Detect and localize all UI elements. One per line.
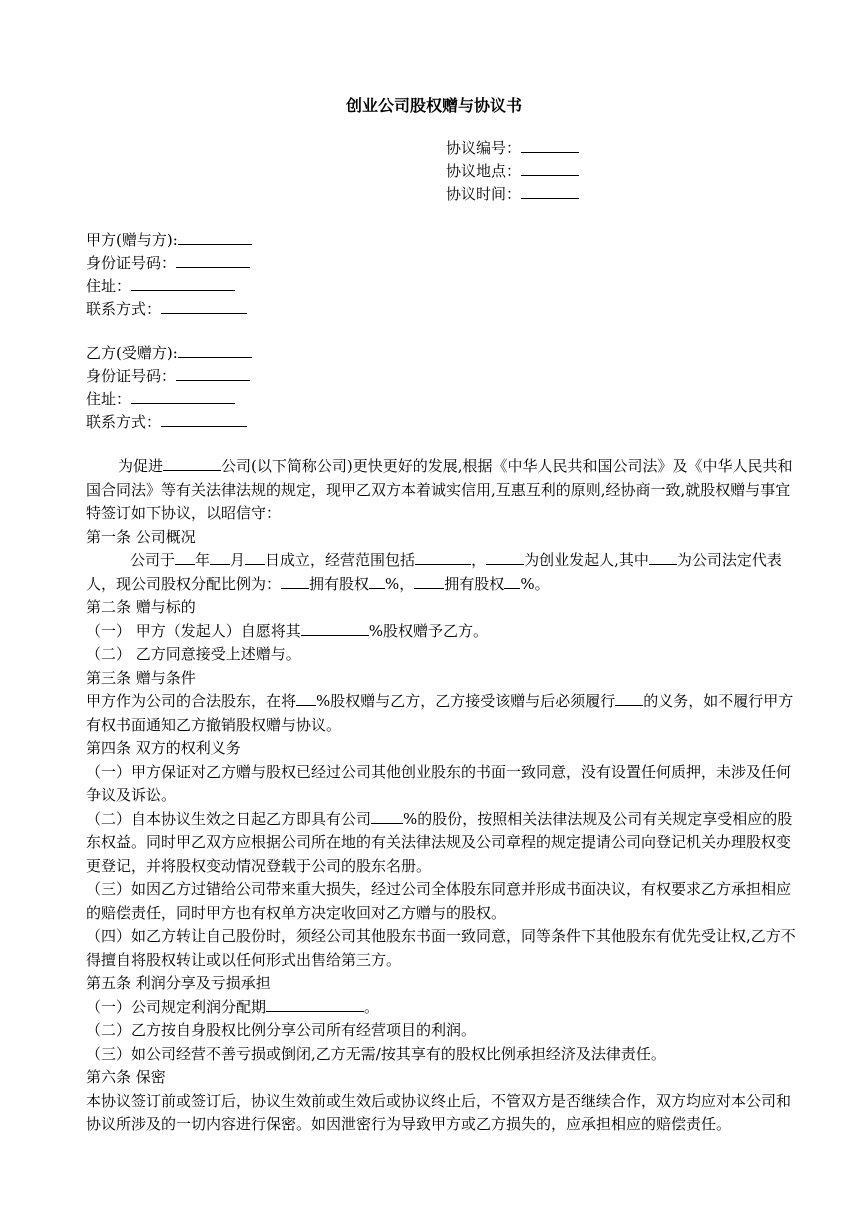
art1-text-h: 拥有股权 bbox=[309, 574, 370, 593]
article-1-title: 第一条 公司概况 bbox=[86, 527, 196, 546]
party-b-name-label: 乙方(受赠方): bbox=[86, 344, 178, 362]
founders-blank bbox=[486, 549, 524, 565]
holder-1-blank bbox=[281, 573, 309, 589]
art3-text-b: %股权赠与乙方，乙方接受该赠与后必须履行 bbox=[316, 692, 616, 710]
article-5-title: 第五条 利润分享及亏损承担 bbox=[86, 974, 271, 992]
art4-text-a: （二）自本协议生效之日起乙方即具有公司 bbox=[86, 809, 372, 828]
article-6-text: 本协议签订前或签订后，协议生效前或生效后或协议终止后，不管双方是否继续合作，双方均应对本公司和协议所涉及的一切内容进行保密。如因泄密行为导致甲方或乙方损失的，应承担相应的赔偿责任。 bbox=[86, 1091, 792, 1133]
party-a-id-label: 身份证号码： bbox=[86, 254, 177, 272]
agreement-number-label: 协议编号： bbox=[446, 139, 522, 157]
party-b-contact-blank bbox=[161, 411, 247, 427]
article-2-title: 第二条 赠与标的 bbox=[86, 598, 196, 616]
article-4-title: 第四条 双方的权利义务 bbox=[86, 739, 241, 757]
art5-text-a: （一）公司规定利润分配期 bbox=[86, 997, 267, 1016]
intro-text-1: 为促进 bbox=[118, 457, 164, 475]
obligation-blank bbox=[615, 690, 643, 706]
art3-text-a: 甲方作为公司的合法股东，在将 bbox=[86, 692, 297, 710]
agreement-place-label: 协议地点： bbox=[446, 162, 522, 180]
article-3-title: 第三条 赠与条件 bbox=[86, 668, 196, 687]
art1-text-f: 为创业发起人,其中 bbox=[524, 551, 649, 569]
party-b-contact-label: 联系方式： bbox=[86, 413, 162, 431]
business-scope-blank bbox=[415, 549, 471, 565]
art3-share-blank bbox=[296, 690, 316, 706]
art3-text-c: 的义务，如不履行甲方有权书面通知乙方撤销股权赠与协议。 bbox=[86, 692, 794, 734]
party-a-contact-blank bbox=[161, 298, 247, 314]
art4-share-blank bbox=[371, 808, 403, 824]
party-a-name-label: 甲方(赠与方): bbox=[86, 231, 178, 249]
month-blank bbox=[210, 549, 230, 565]
agreement-time-blank bbox=[521, 184, 579, 199]
article-5-item-2: （二）乙方按自身股权比例分享公司所有经营项目的利润。 bbox=[86, 1021, 477, 1039]
art5-text-b: 。 bbox=[364, 997, 380, 1016]
agreement-number-blank bbox=[521, 138, 579, 153]
intro-text-2: 公司(以下简称公司)更快更好的发展,根据《中华人民共和国公司法》及《中华人民共和国合同法》等有关法律法规的规定，现甲乙双方本着诚实信用,互惠互利的原则,经协商一致,就股权赠与事宜特签订如下协议，以昭信守： bbox=[86, 457, 793, 522]
art1-text-c: 月 bbox=[230, 551, 246, 569]
share-1-blank bbox=[369, 573, 385, 589]
article-4-item-2 bbox=[86, 808, 796, 879]
intro-paragraph bbox=[86, 455, 796, 526]
art1-text-e: ， bbox=[471, 551, 487, 569]
article-3-text bbox=[86, 690, 796, 737]
agreement-place-row bbox=[446, 160, 579, 183]
article-4-item-1: （一）甲方保证对乙方赠与股权已经过公司其他创业股东的书面一致同意，没有设置任何质押，未涉及任何争议及诉讼。 bbox=[86, 762, 792, 804]
art1-text-j: 拥有股权 bbox=[444, 574, 505, 593]
article-5-item-3: （三）如公司经营不善亏损或倒闭,乙方无需/按其享有的股权比例承担经济及法律责任。 bbox=[86, 1044, 666, 1063]
art1-text-i: %， bbox=[385, 574, 415, 593]
article-5-item-1 bbox=[86, 996, 796, 1020]
article-1-text bbox=[86, 549, 796, 596]
day-blank bbox=[245, 549, 265, 565]
art1-text-d: 日成立，经营范围包括 bbox=[265, 551, 416, 569]
party-b-name-blank bbox=[178, 342, 252, 358]
party-b-address-label: 住址： bbox=[86, 390, 132, 408]
art1-text-g: 为公司法定代表人，现公司股权分配比例为： bbox=[86, 551, 782, 593]
agreement-place-blank bbox=[521, 161, 579, 176]
party-b-id-blank bbox=[176, 365, 250, 381]
agreement-number-row bbox=[446, 137, 579, 160]
legal-rep-blank bbox=[649, 549, 677, 565]
article-4-item-3: （三）如因乙方过错给公司带来重大损失，经过公司全体股东同意并形成书面决议，有权要求乙方承担相应的赔偿责任，同时甲方也有权单方决定收回对乙方赠与的股权。 bbox=[86, 880, 792, 922]
agreement-time-label: 协议时间： bbox=[446, 185, 522, 203]
agreement-time-row bbox=[446, 183, 579, 206]
party-a-address-label: 住址： bbox=[86, 277, 132, 295]
party-b-block bbox=[86, 342, 252, 434]
art1-text-a: 公司于 bbox=[130, 551, 176, 569]
article-4-item-4: （四）如乙方转让自己股份时，须经公司其他股东书面一致同意，同等条件下其他股东有优先受让权,乙方不得擅自将股权转让或以任何形式出售给第三方。 bbox=[86, 927, 796, 969]
party-a-id-blank bbox=[176, 252, 250, 268]
party-b-address-blank bbox=[131, 388, 235, 404]
company-name-blank bbox=[163, 455, 221, 471]
art1-text-k: %。 bbox=[520, 574, 550, 593]
art2-text-b: %股权赠予乙方。 bbox=[368, 621, 489, 640]
party-a-contact-label: 联系方式： bbox=[86, 300, 162, 318]
art1-text-b: 年 bbox=[195, 551, 211, 569]
art2-text-a: （一） 甲方（发起人）自愿将其 bbox=[86, 621, 301, 640]
profit-period-blank bbox=[266, 996, 364, 1012]
article-2-item-2: （二） 乙方同意接受上述赠与。 bbox=[86, 645, 301, 663]
holder-2-blank bbox=[414, 573, 444, 589]
gift-share-blank bbox=[301, 620, 369, 636]
agreement-body bbox=[86, 455, 796, 1137]
year-blank bbox=[175, 549, 195, 565]
art4-text-b: %的股份，按照相关法律法规及公司有关规定享受相应的股东权益。同时甲乙双方应根据公司所在地的有关法律法规及公司章程的规定提请公司向登记机关办理股权变更登记，并将股权变动情况登载于公司的股东名册。 bbox=[86, 809, 793, 875]
party-a-name-blank bbox=[178, 229, 252, 245]
article-2-item-1 bbox=[86, 620, 796, 644]
share-2-blank bbox=[504, 573, 520, 589]
document-title: 创业公司股权赠与协议书 bbox=[345, 96, 522, 115]
party-b-id-label: 身份证号码： bbox=[86, 367, 177, 385]
article-6-title: 第六条 保密 bbox=[86, 1068, 166, 1086]
party-a-address-blank bbox=[131, 275, 235, 291]
party-a-block bbox=[86, 229, 252, 321]
